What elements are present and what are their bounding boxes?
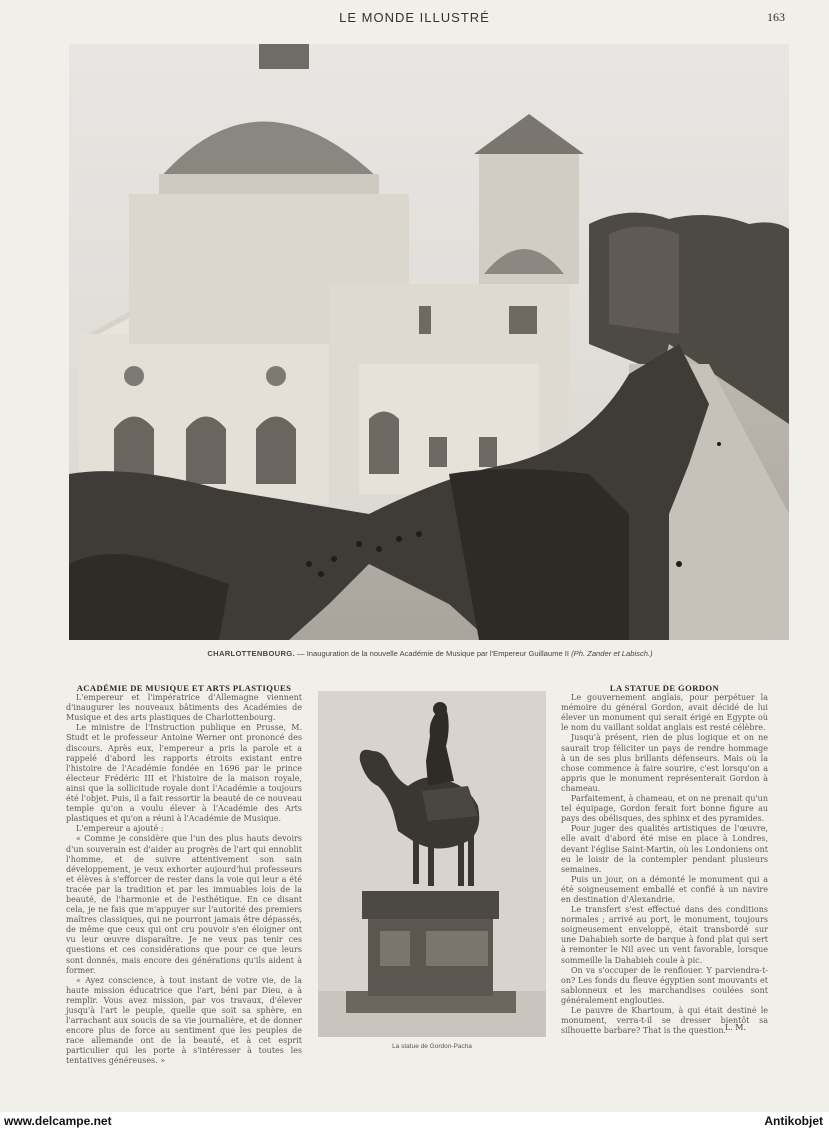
left-paragraph: L'empereur et l'impératrice d'Allemagne viennent d'inaugurer les nouveaux bâtiments des Académies de Musique et des arts plastiques de Charlottenbourg. [66,693,302,723]
masthead-title: LE MONDE ILLUSTRÉ [339,10,490,25]
article-signature: L. M. [724,1023,746,1033]
left-paragraph: « Comme je considère que l'un des plus hauts devoirs d'un souverain est d'aider au progrès de l'art qui ennoblit l'homme, et de suivre attentivement son sain développement, je veux exhorter aujourd'hui professeurs et élèves à s'efforcer de rester dans la voie qui leur a été tracée par la tradition et par les immuables lois de la beauté, de l'harmonie et de l'esthétique. En ce disant cela, je ne fais que m'appuyer sur l'autorité des premiers maîtres classiques, qui ne pourront jamais être dépassés, de même que ceux qui ont cru pouvoir s'en éloigner ont vu leur œuvre disparaître. Je ne veux pas tenir ces questions et ces considérations que pour ce que leurs sont donnés, mais encore des générations qu'ils aident à former. [66,834,302,975]
footer-right-brand: Antikobjet [764,1114,823,1128]
right-paragraph: Le transfert s'est effectué dans des conditions normales ; arrivé au port, le monument, toujours soigneusement enveloppé, était transbordé sur une Dahabieh sorte de barque à fond plat qui sert à remonter le Nil avec un vent favorable, lorsque sommeille la Dahabieh coule à pic. [561,905,768,965]
right-paragraph: Parfaitement, à chameau, et on ne prenait qu'un tel équipage, Gordon ferait fort bonne figure au pays des obélisques, des sphinx et des pyramides. [561,794,768,824]
left-paragraph: L'empereur a ajouté : [76,824,164,834]
gordon-statue-photograph [318,691,546,1037]
left-article-heading: ACADÉMIE DE MUSIQUE ET ARTS PLASTIQUES [76,683,292,693]
caption-text: — Inauguration de la nouvelle Académie de Musique par l'Empereur Guillaume II [296,649,570,658]
left-paragraph: « Ayez conscience, à tout instant de votre vie, de la haute mission éducatrice que l'art, béni par Dieu, a à remplir. Vous avez mission, par vos travaux, d'élever jusqu'à l'art le peuple, quelle que soit sa sphère, en l'arrachant aux soucis de sa vie journalière, et de donner encore plus de force au sentiment que les peuples de race allemande ont de la beauté, et à cet esprit particulier qui les porte à s'intéresser à toutes les tentatives généreuses. » [66,975,302,1066]
academy-photograph [69,44,789,640]
watermark-footer [0,1112,829,1131]
top-photo-caption [70,649,790,658]
academy-photo-illustration [69,44,789,640]
caption-credit: (Ph. Zander et Labisch.) [571,649,653,658]
statue-caption: La statue de Gordon-Pacha [392,1043,472,1050]
right-paragraph: Le gouvernement anglais, pour perpétuer la mémoire du général Gordon, avait décidé de lui élever un monument qui serait érigé en Egypte où le nom du vaillant soldat anglais est resté célèbre. [561,693,768,733]
left-article [66,683,302,1066]
right-article [561,683,768,1036]
left-paragraph: Le ministre de l'Instruction publique en Prusse, M. Studt et le professeur Antoine Werner ont prononcé des discours. Après eux, l'empereur a pris la parole et a rappelé d'abord les rapports étroits existant entre l'histoire de l'Académie fondée en 1696 par le prince électeur Frédéric III et l'histoire de la maison royale, ainsi que la sollicitude royale dont l'Académie a toujours été l'objet. Puis, il a fait ressortir la beauté de ce nouveau temple qu'on a voulu élever à l'Académie des Arts plastiques et qu'on a réuni à l'Académie de Musique. [66,723,302,824]
page-number: 163 [767,10,785,24]
caption-place: CHARLOTTENBOURG. [207,649,295,658]
right-paragraph: Puis un jour, on a démonté le monument qui a été soigneusement emballé et confié à un navire en destination d'Alexandrie. [561,874,768,904]
right-paragraph: Le pauvre de Khartoum, à qui était destiné le monument, verra-t-il se dresser bientôt sa silhouette barbare? That is the question. [561,1006,768,1036]
right-article-heading: LA STATUE DE GORDON [609,683,720,693]
right-paragraph: Jusqu'à présent, rien de plus logique et on ne saurait trop féliciter un pays de rendre hommage à un de ses plus brillants défenseurs. Mais où la chose commence à faire sourire, c'est lorsqu'on a appris que le monument représenterait Gordon à chameau. [561,733,768,793]
footer-left-link[interactable]: www.delcampe.net [4,1114,112,1128]
statue-illustration [318,691,546,1037]
right-paragraph: Pour juger des qualités artistiques de l'œuvre, elle avait d'abord été mise en place à Londres, devant l'église Saint-Martin, où les Londoniens ont eu le loisir de la contempler pendant plusieurs semaines. [561,824,768,874]
right-paragraph: On va s'occuper de le renflouer. Y parviendra-t-on? Les fonds du fleuve égyptien sont mouvants et sablonneux et les marchandises coulées sont généralement englouties. [561,965,768,1005]
left-article-body [66,693,302,1066]
